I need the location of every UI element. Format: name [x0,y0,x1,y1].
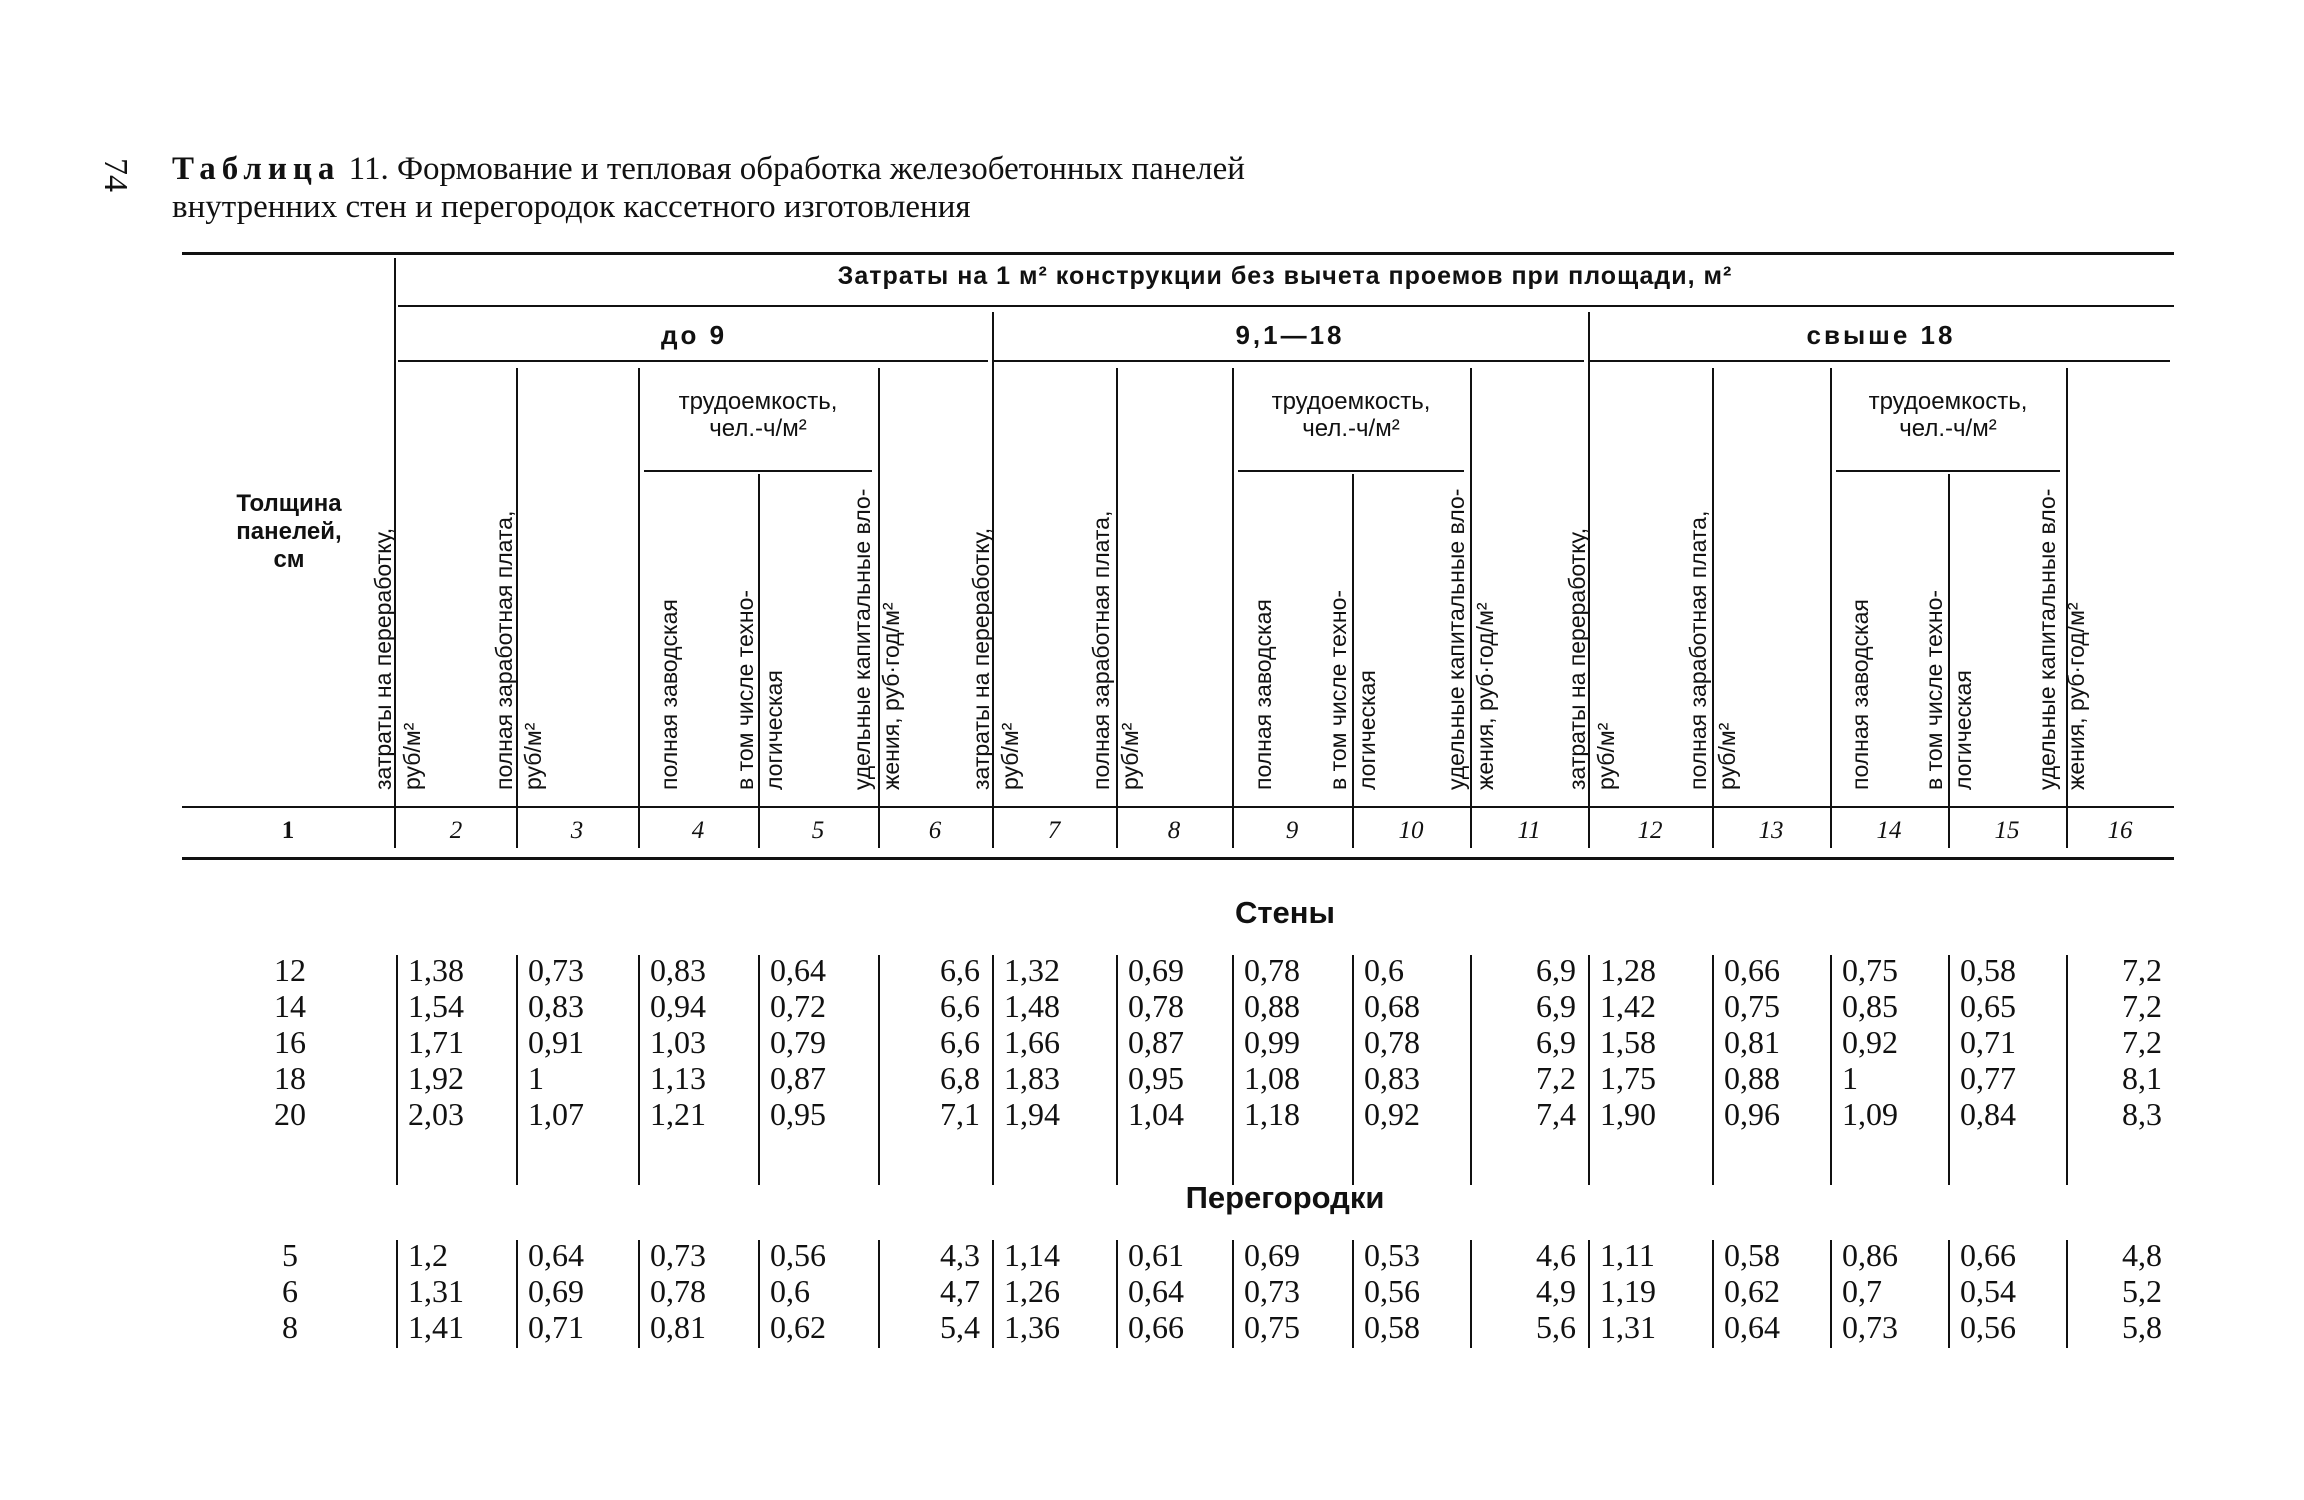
table-cell: 0,71 [528,1309,584,1345]
column-label-line: логическая [761,670,787,790]
title-line-1 [172,150,2072,188]
column-number: 14 [1876,817,1902,844]
table-cell: 1,48 [1004,988,1060,1024]
table-cell: 1,83 [1004,1060,1060,1096]
table-cell: 1,18 [1244,1096,1300,1132]
table-cell: 1,03 [650,1024,706,1060]
column-label-line: удельные капитальные вло- [849,488,875,790]
column-label-line: в том числе техно- [1921,589,1947,790]
table-cell: 0,78 [1128,988,1184,1024]
column-label-line: руб/м² [1117,722,1143,790]
table-cell: 6,6 [940,952,980,988]
table-cell: 0,68 [1364,988,1420,1024]
section-title: Перегородки [1185,1180,1385,1215]
table-cell: 0,84 [1960,1096,2016,1132]
labor-rule [644,470,872,472]
table-cell: 0,92 [1842,1024,1898,1060]
table-cell: 7,4 [1536,1096,1576,1132]
column-label-wage [490,370,548,790]
table-cell: 5,8 [2122,1309,2162,1345]
column-number: 7 [1047,817,1061,844]
column-label-line: в том числе техно- [732,589,758,790]
table-cell: 0,56 [1364,1273,1420,1309]
table-cell: 7,2 [2122,988,2162,1024]
body-divider [638,955,640,1185]
table-cell: 4,7 [940,1273,980,1309]
table-cell: 1,2 [408,1237,448,1273]
body-divider [1232,1240,1234,1348]
table-cell: 0,91 [528,1024,584,1060]
table-cell: 0,54 [1960,1273,2016,1309]
row-thickness: 5 [282,1237,298,1273]
body-divider [992,1240,994,1348]
table-cell: 0,64 [1128,1273,1184,1309]
column-label-factory [1249,478,1278,790]
body-divider [1830,955,1832,1185]
column-number: 2 [449,817,463,844]
table-cell: 1,32 [1004,952,1060,988]
column-label-wage [1684,370,1742,790]
row-thickness: 8 [282,1309,298,1345]
column-label-line: руб/м² [1593,722,1619,790]
table-cell: 0,88 [1244,988,1300,1024]
group-rule [1590,360,2170,362]
row-thickness: 6 [282,1273,298,1309]
table-cell: 0,58 [1724,1237,1780,1273]
row-thickness: 20 [274,1096,306,1132]
table-cell: 0,99 [1244,1024,1300,1060]
column-label-line: полная заводская [655,599,682,790]
table-cell: 0,96 [1724,1096,1780,1132]
table-cell: 0,85 [1842,988,1898,1024]
table-cell: 0,92 [1364,1096,1420,1132]
column-label-capital [1442,370,1500,790]
body-divider [992,955,994,1185]
column-label-line: полная заводская [1249,599,1276,790]
table-cell: 6,6 [940,1024,980,1060]
column-number-rule-bottom [182,857,2174,860]
body-divider [638,1240,640,1348]
table-cell: 6,6 [940,988,980,1024]
table-cell: 1 [1842,1060,1858,1096]
table-cell: 0,78 [1364,1024,1420,1060]
table-cell: 0,56 [770,1237,826,1273]
table-cell: 1,26 [1004,1273,1060,1309]
column-number: 15 [1994,817,2020,844]
table-cell: 0,75 [1842,952,1898,988]
table-cell: 0,53 [1364,1237,1420,1273]
table-cell: 1,66 [1004,1024,1060,1060]
table-cell: 1,14 [1004,1237,1060,1273]
table-cell: 1,31 [1600,1309,1656,1345]
table-cell: 0,66 [1724,952,1780,988]
column-label-wrap [491,370,638,790]
body-divider [1232,955,1234,1185]
title-text: 11. Формование и тепловая обработка железобетонных панелей [348,151,1245,187]
table-cell: 0,6 [770,1273,810,1309]
column-label-line: удельные капитальные вло- [1443,488,1469,790]
column-label-line: жения, руб·год/м² [878,602,904,790]
body-divider [1588,1240,1590,1348]
thickness-header-line-1: Толщина [236,490,342,517]
labor-rule [1836,470,2060,472]
column-label-cost [1563,370,1621,790]
table-cell: 4,6 [1536,1237,1576,1273]
thickness-header-line-2: панелей, [236,518,342,545]
table-cell: 8,3 [2122,1096,2162,1132]
table-cell: 1,21 [650,1096,706,1132]
table-cell: 6,8 [940,1060,980,1096]
column-label-line: затраты на переработку, [370,527,396,790]
body-divider [758,955,760,1185]
table-cell: 1,07 [528,1096,584,1132]
table-cell: 0,58 [1364,1309,1420,1345]
labor-header-line: трудоемкость, [1868,388,2028,415]
table-cell: 6,9 [1536,1024,1576,1060]
table-cell: 0,64 [770,952,826,988]
column-label-line: затраты на переработку, [968,527,994,790]
body-divider [1712,955,1714,1185]
body-divider [1116,1240,1118,1348]
body-divider [1116,955,1118,1185]
table-cell: 1 [528,1060,544,1096]
body-divider [1352,1240,1354,1348]
table-cell: 0,83 [1364,1060,1420,1096]
table-cell: 0,81 [1724,1024,1780,1060]
thickness-header [194,490,384,574]
table-cell: 1,94 [1004,1096,1060,1132]
table-cell: 0,83 [528,988,584,1024]
body-divider [1352,955,1354,1185]
column-label-wrap [1685,370,1830,790]
column-number-rule-top [182,806,2174,808]
column-label-line: затраты на переработку, [1564,527,1590,790]
body-divider [1712,1240,1714,1348]
table-cell: 1,08 [1244,1060,1300,1096]
table-cell: 1,09 [1842,1096,1898,1132]
table-cell: 6,9 [1536,952,1576,988]
labor-header-line: трудоемкость, [1271,388,1431,415]
page-number: 74 [97,158,134,192]
body-divider [1948,955,1950,1185]
table-cell: 0,83 [650,952,706,988]
group-rule [994,360,1584,362]
column-label-line: логическая [1354,670,1380,790]
table-cell: 0,69 [1244,1237,1300,1273]
table-cell: 0,64 [528,1237,584,1273]
table-cell: 0,78 [1244,952,1300,988]
labor-header [638,388,878,442]
table-cell: 1,90 [1600,1096,1656,1132]
table-cell: 1,04 [1128,1096,1184,1132]
table-cell: 1,19 [1600,1273,1656,1309]
table-cell: 0,86 [1842,1237,1898,1273]
column-label-capital [848,370,906,790]
table-cell: 0,81 [650,1309,706,1345]
labor-rule [1238,470,1464,472]
table-cell: 0,65 [1960,988,2016,1024]
column-label-line: руб/м² [399,722,425,790]
table-cell: 0,88 [1724,1060,1780,1096]
labor-header-line: трудоемкость, [678,388,838,415]
title-line-2: внутренних стен и перегородок кассетного изготовления [172,189,971,225]
table-cell: 0,6 [1364,952,1404,988]
column-number: 9 [1285,817,1299,844]
column-label-line: руб/м² [520,722,546,790]
column-label-tech [1324,478,1382,790]
column-number: 1 [281,817,295,844]
column-label-wage [1087,370,1145,790]
column-label-line: жения, руб·год/м² [1472,602,1498,790]
column-label-wrap [1088,370,1232,790]
table-cell: 0,75 [1724,988,1780,1024]
table-cell: 1,75 [1600,1060,1656,1096]
labor-header-line: чел.-ч/м² [1899,415,1997,442]
row-thickness: 16 [274,1024,306,1060]
column-label-cost [369,370,427,790]
table-cell: 0,95 [1128,1060,1184,1096]
labor-header-line: чел.-ч/м² [1302,415,1400,442]
group-rule [398,360,988,362]
table-cell: 5,4 [940,1309,980,1345]
column-label-line: полная заработная плата, [1685,510,1711,790]
column-number: 13 [1758,817,1784,844]
table-cell: 0,87 [770,1060,826,1096]
table-cell: 0,58 [1960,952,2016,988]
table-cell: 7,1 [940,1096,980,1132]
column-number: 8 [1167,817,1181,844]
table-cell: 0,77 [1960,1060,2016,1096]
labor-header [1232,388,1470,442]
table-cell: 1,42 [1600,988,1656,1024]
column-label-line: удельные капитальные вло- [2034,488,2060,790]
column-label-line: полная заработная плата, [491,510,517,790]
table-cell: 0,73 [1842,1309,1898,1345]
table-cell: 7,2 [1536,1060,1576,1096]
row-thickness: 12 [274,952,306,988]
body-divider [758,1240,760,1348]
table-cell: 0,66 [1960,1237,2016,1273]
table-cell: 4,9 [1536,1273,1576,1309]
column-label-line: в том числе техно- [1325,589,1351,790]
column-label-tech [1920,478,1978,790]
table-cell: 1,41 [408,1309,464,1345]
labor-header-line: чел.-ч/м² [709,415,807,442]
table-cell: 1,36 [1004,1309,1060,1345]
table-cell: 1,11 [1600,1237,1655,1273]
table-cell: 5,6 [1536,1309,1576,1345]
table-cell: 0,73 [1244,1273,1300,1309]
table-cell: 0,62 [770,1309,826,1345]
table-cell: 5,2 [2122,1273,2162,1309]
table-cell: 4,3 [940,1237,980,1273]
table-cell: 0,71 [1960,1024,2016,1060]
table-cell: 0,69 [1128,952,1184,988]
table-cell: 0,56 [1960,1309,2016,1345]
labor-header [1830,388,2066,442]
column-number: 10 [1398,817,1424,844]
table-top-rule [182,252,2174,255]
table-title [172,150,2072,226]
header-main: Затраты на 1 м² конструкции без вычета проемов при площади, м² [837,262,1733,290]
body-divider [1588,955,1590,1185]
table-cell: 1,13 [650,1060,706,1096]
body-divider [516,1240,518,1348]
column-number: 6 [928,817,942,844]
table-cell: 0,69 [528,1273,584,1309]
body-divider [1948,1240,1950,1348]
row-thickness: 18 [274,1060,306,1096]
column-number: 5 [811,817,825,844]
column-label-cost [967,370,1025,790]
table-cell: 1,28 [1600,952,1656,988]
table-cell: 0,66 [1128,1309,1184,1345]
table-cell: 7,2 [2122,952,2162,988]
table-cell: 1,58 [1600,1024,1656,1060]
body-divider [516,955,518,1185]
table-cell: 2,03 [408,1096,464,1132]
header-main-rule [398,305,2174,307]
body-divider [396,1240,398,1348]
group-header: 9,1—18 [1235,320,1345,350]
group-header: свыше 18 [1806,320,1956,350]
table-cell: 8,1 [2122,1060,2162,1096]
column-number: 3 [570,817,584,844]
table-cell: 0,75 [1244,1309,1300,1345]
column-label-line: логическая [1950,670,1976,790]
column-label-factory [1846,478,1875,790]
column-label-line: руб/м² [997,722,1023,790]
table-cell: 1,71 [408,1024,464,1060]
title-label: Таблица [172,151,341,187]
table-cell: 0,95 [770,1096,826,1132]
body-divider [396,955,398,1185]
column-label-wrap [2034,370,2174,790]
table-cell: 7,2 [2122,1024,2162,1060]
table-cell: 6,9 [1536,988,1576,1024]
row-thickness: 14 [274,988,306,1024]
column-label-line: полная заработная плата, [1088,510,1114,790]
table-cell: 0,73 [528,952,584,988]
table-cell: 0,94 [650,988,706,1024]
table-cell: 4,8 [2122,1237,2162,1273]
table-cell: 0,73 [650,1237,706,1273]
table-cell: 1,92 [408,1060,464,1096]
table-cell: 1,54 [408,988,464,1024]
table-cell: 0,78 [650,1273,706,1309]
table-cell: 0,64 [1724,1309,1780,1345]
column-number: 4 [691,817,705,844]
body-divider [1830,1240,1832,1348]
section-title: Стены [1234,895,1335,930]
column-label-factory [655,478,684,790]
table-cell: 1,31 [408,1273,464,1309]
column-number: 16 [2107,817,2133,844]
column-label-line: руб/м² [1714,722,1740,790]
group-header: до 9 [660,320,728,350]
table-cell: 0,61 [1128,1237,1184,1273]
column-label-capital [2033,370,2091,790]
table-cell: 0,62 [1724,1273,1780,1309]
column-number: 12 [1637,817,1663,844]
table-cell: 0,87 [1128,1024,1184,1060]
table-cell: 0,72 [770,988,826,1024]
column-label-line: полная заводская [1846,599,1873,790]
thickness-header-line-3: см [273,546,305,573]
table-cell: 0,7 [1842,1273,1882,1309]
table-cell: 1,38 [408,952,464,988]
column-label-tech [731,478,789,790]
column-label-line: жения, руб·год/м² [2063,602,2089,790]
table-cell: 0,79 [770,1024,826,1060]
column-number: 11 [1517,817,1541,844]
